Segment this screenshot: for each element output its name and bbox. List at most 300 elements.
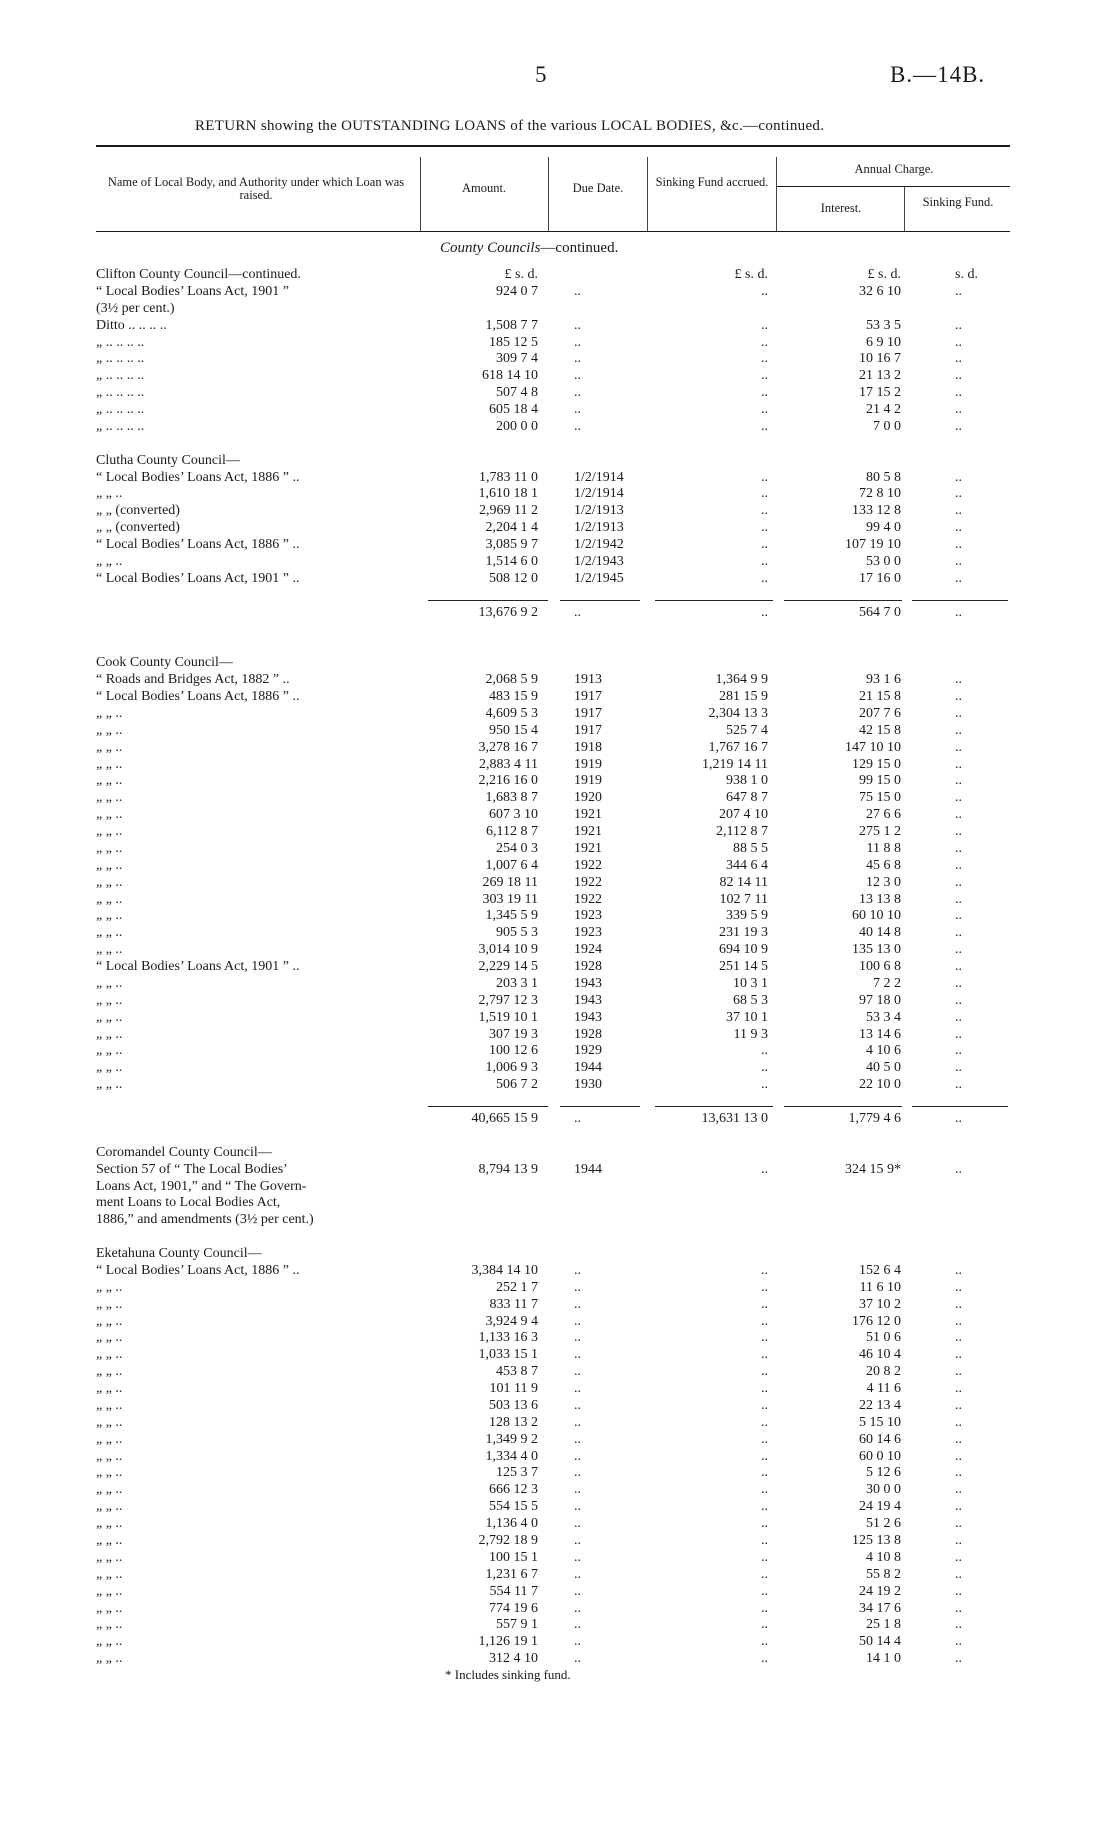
row-interest: 5 12 6 <box>866 1465 901 1481</box>
row-interest: 14 1 0 <box>866 1651 901 1667</box>
row-amount: 950 15 4 <box>489 722 538 738</box>
row-amount: 1,519 10 1 <box>478 1009 538 1025</box>
row-interest: 21 13 2 <box>859 368 901 384</box>
column-divider <box>776 157 777 231</box>
row-amount: 2,216 16 0 <box>478 773 538 789</box>
table-row <box>0 654 1114 671</box>
table-row <box>0 317 1114 334</box>
row-sinking-fund: .. <box>955 672 962 688</box>
row-due-date: .. <box>574 1397 581 1413</box>
row-amount: 453 8 7 <box>496 1364 538 1380</box>
table-row <box>0 1464 1114 1481</box>
row-interest: 324 15 9* <box>845 1161 901 1177</box>
row-due-date: .. <box>574 334 581 350</box>
row-sinking-fund: .. <box>955 351 962 367</box>
row-interest: 24 19 4 <box>859 1499 901 1515</box>
row-interest: 45 6 8 <box>866 857 901 873</box>
row-amount: 3,085 9 7 <box>485 537 538 553</box>
row-interest: 51 0 6 <box>866 1330 901 1346</box>
row-interest: 129 15 0 <box>852 756 901 772</box>
row-interest: 4 10 6 <box>866 1043 901 1059</box>
row-amount: 2,969 11 2 <box>479 503 538 519</box>
table-row <box>0 1498 1114 1515</box>
table-row <box>0 485 1114 502</box>
row-sinking-accrued: .. <box>761 604 768 620</box>
row-sinking-accrued: 938 1 0 <box>726 773 768 789</box>
row-due-date: .. <box>574 1651 581 1667</box>
table-row <box>0 570 1114 587</box>
row-amount: 554 15 5 <box>489 1499 538 1515</box>
row-interest: 40 5 0 <box>866 1060 901 1076</box>
row-sinking-accrued: .. <box>761 1533 768 1548</box>
header-sinking-fund-accrued: Sinking Fund accrued. <box>655 175 769 189</box>
row-amount: 185 12 5 <box>489 334 538 350</box>
total-rule <box>560 1106 640 1107</box>
row-sinking-accrued: 1,767 16 7 <box>708 739 768 755</box>
row-name: „ „ .. <box>96 705 123 721</box>
row-amount: 1,345 5 9 <box>485 908 538 924</box>
row-amount: 2,797 12 3 <box>478 992 538 1008</box>
row-sinking-fund: .. <box>955 790 962 806</box>
row-sinking-fund: .. <box>955 705 962 721</box>
table-row <box>0 1414 1114 1431</box>
row-sinking-accrued: .. <box>761 486 768 502</box>
row-name: „ „ .. <box>96 1060 123 1076</box>
table-row <box>0 705 1114 722</box>
header-amount: Amount. <box>461 181 507 195</box>
row-sinking-accrued: 1,364 9 9 <box>715 672 768 688</box>
table-row <box>0 1211 1114 1228</box>
row-interest: 176 12 0 <box>852 1313 901 1329</box>
row-due-date: 1943 <box>574 1009 602 1025</box>
row-interest: 152 6 4 <box>859 1262 901 1278</box>
row-sinking-fund: .. <box>955 1043 962 1059</box>
row-amount: 4,609 5 3 <box>485 705 538 721</box>
table-row <box>0 620 1114 637</box>
row-interest: 1,779 4 6 <box>848 1111 901 1126</box>
table-row <box>0 435 1114 452</box>
row-name: „ „ .. <box>96 975 123 991</box>
table-row <box>0 553 1114 570</box>
row-due-date: .. <box>574 1448 581 1464</box>
row-sinking-accrued: .. <box>761 1431 768 1447</box>
table-row <box>0 1161 1114 1178</box>
row-sinking-accrued: .. <box>761 1381 768 1397</box>
row-name: “ Local Bodies’ Loans Act, 1901 ” .. <box>96 959 300 975</box>
row-sinking-fund: .. <box>955 1414 962 1430</box>
row-sinking-accrued: .. <box>761 520 768 536</box>
row-interest: 80 5 8 <box>866 469 901 485</box>
row-name: „ „ .. <box>96 942 123 958</box>
row-sinking-fund: .. <box>955 1161 962 1177</box>
table-row <box>0 1009 1114 1026</box>
row-sinking-fund: .. <box>955 1262 962 1278</box>
column-divider <box>647 157 648 231</box>
table-row <box>0 384 1114 401</box>
row-interest: 207 7 6 <box>859 705 901 721</box>
row-sinking-fund: .. <box>955 925 962 941</box>
row-sinking-accrued: 339 5 9 <box>726 908 768 924</box>
total-rule <box>428 1106 548 1107</box>
row-interest: 46 10 4 <box>859 1347 901 1363</box>
row-interest: 37 10 2 <box>859 1296 901 1312</box>
row-name: “ Roads and Bridges Act, 1882 ” .. <box>96 672 290 688</box>
row-sinking-accrued: .. <box>761 1043 768 1059</box>
row-name: „ .. .. .. .. <box>96 418 145 434</box>
row-amount: 666 12 3 <box>489 1482 538 1498</box>
row-sinking-accrued: .. <box>761 1279 768 1295</box>
row-name: „ „ .. <box>96 1026 123 1042</box>
row-sinking-accrued: .. <box>761 1566 768 1582</box>
row-sinking-fund: .. <box>955 1364 962 1380</box>
row-sinking-accrued: .. <box>761 351 768 367</box>
row-sinking-accrued: 207 4 10 <box>719 807 768 823</box>
row-amount: 100 12 6 <box>489 1043 538 1059</box>
row-name: „ „ .. <box>96 824 123 840</box>
table-row <box>0 1549 1114 1566</box>
row-due-date: 1928 <box>574 959 602 975</box>
table-row <box>0 739 1114 756</box>
table-row <box>0 367 1114 384</box>
row-interest: 51 2 6 <box>866 1516 901 1532</box>
row-due-date: 1922 <box>574 891 602 907</box>
row-due-date: .. <box>574 1431 581 1447</box>
row-interest: 133 12 8 <box>852 503 901 519</box>
table-row <box>0 975 1114 992</box>
table-row <box>0 1076 1114 1093</box>
row-amount: 905 5 3 <box>496 925 538 941</box>
table-row <box>0 789 1114 806</box>
table-row <box>0 1329 1114 1346</box>
row-sinking-fund: .. <box>955 1533 962 1548</box>
row-due-date: .. <box>574 1364 581 1380</box>
row-due-date: .. <box>574 385 581 401</box>
table-row <box>0 1093 1114 1110</box>
row-due-date: .. <box>574 1516 581 1532</box>
row-due-date: 1913 <box>574 672 602 688</box>
row-due-date: .. <box>574 1617 581 1633</box>
row-interest: 12 3 0 <box>866 874 901 890</box>
row-name: „ .. .. .. .. <box>96 351 145 367</box>
row-interest: 53 3 4 <box>866 1009 901 1025</box>
table-row <box>0 1178 1114 1195</box>
row-name: Cook County Council— <box>96 655 233 671</box>
row-sinking-accrued: .. <box>761 503 768 519</box>
row-due-date: 1921 <box>574 807 602 823</box>
row-name: „ „ .. <box>96 1279 123 1295</box>
row-amount: 508 12 0 <box>489 570 538 586</box>
row-interest: 147 10 10 <box>845 739 901 755</box>
row-interest: 22 13 4 <box>859 1397 901 1413</box>
row-amount: 8,794 13 9 <box>478 1161 538 1177</box>
row-sinking-fund: .. <box>955 1381 962 1397</box>
page-number: 5 <box>535 62 547 87</box>
row-sinking-accrued: .. <box>761 283 768 299</box>
row-name: 1886,” and amendments (3½ per cent.) <box>96 1212 314 1228</box>
row-sinking-accrued: 251 14 5 <box>719 959 768 975</box>
row-sinking-fund: .. <box>955 418 962 434</box>
table-row <box>0 469 1114 486</box>
row-interest: 53 3 5 <box>866 317 901 333</box>
row-due-date: 1943 <box>574 975 602 991</box>
row-amount: 1,610 18 1 <box>478 486 538 502</box>
row-sinking-fund: .. <box>955 689 962 704</box>
row-amount: 2,883 4 11 <box>479 756 538 772</box>
row-interest: 107 19 10 <box>845 537 901 553</box>
row-amount: 2,792 18 9 <box>478 1533 538 1548</box>
row-amount: 1,136 4 0 <box>485 1516 538 1532</box>
row-sinking-fund: .. <box>955 739 962 755</box>
table-row <box>0 1431 1114 1448</box>
table-row <box>0 688 1114 705</box>
row-name: ment Loans to Local Bodies Act, <box>96 1195 281 1211</box>
row-interest: 20 8 2 <box>866 1364 901 1380</box>
row-name: „ .. .. .. .. <box>96 368 145 384</box>
column-divider <box>548 157 549 231</box>
row-name: „ „ .. <box>96 1533 123 1548</box>
row-interest: 32 6 10 <box>859 283 901 299</box>
table-row <box>0 924 1114 941</box>
row-amount: 607 3 10 <box>489 807 538 823</box>
row-name: „ „ .. <box>96 1397 123 1413</box>
row-name: „ „ .. <box>96 1617 123 1633</box>
row-amount: 557 9 1 <box>496 1617 538 1633</box>
header-bottom-rule <box>96 231 1010 232</box>
row-due-date: .. <box>574 402 581 418</box>
row-due-date: .. <box>574 1566 581 1582</box>
table-row <box>0 1313 1114 1330</box>
row-sinking-fund: .. <box>955 1600 962 1616</box>
column-divider <box>904 187 905 231</box>
table-row <box>0 1245 1114 1262</box>
row-name: „ „ .. <box>96 1566 123 1582</box>
row-amount: 483 15 9 <box>489 689 538 704</box>
row-interest: 55 8 2 <box>866 1566 901 1582</box>
row-due-date: .. <box>574 283 581 299</box>
row-sinking-fund: .. <box>955 368 962 384</box>
row-interest: 275 1 2 <box>859 824 901 840</box>
row-name: „ „ .. <box>96 1600 123 1616</box>
annual-charge-rule <box>776 186 1010 187</box>
row-due-date: 1921 <box>574 840 602 856</box>
row-interest: 97 18 0 <box>859 992 901 1008</box>
table-row <box>0 401 1114 418</box>
row-due-date: .. <box>574 1634 581 1650</box>
row-amount: 1,783 11 0 <box>479 469 538 485</box>
row-sinking-fund: .. <box>955 1482 962 1498</box>
table-row <box>0 1026 1114 1043</box>
row-sinking-accrued: 37 10 1 <box>726 1009 768 1025</box>
row-due-date: 1/2/1945 <box>574 570 624 586</box>
row-interest: 13 14 6 <box>859 1026 901 1042</box>
row-sinking-accrued: .. <box>761 469 768 485</box>
row-sinking-fund: .. <box>955 570 962 586</box>
row-due-date: 1944 <box>574 1060 602 1076</box>
table-row <box>0 823 1114 840</box>
row-amount: 1,334 4 0 <box>485 1448 538 1464</box>
row-due-date: .. <box>574 418 581 434</box>
row-name: Coromandel County Council— <box>96 1144 272 1160</box>
table-row <box>0 1042 1114 1059</box>
table-row <box>0 266 1114 283</box>
table-row <box>0 1397 1114 1414</box>
row-name: „ „ .. <box>96 1482 123 1498</box>
row-sinking-accrued: 281 15 9 <box>719 689 768 704</box>
header-top-rule <box>96 145 1010 147</box>
row-interest: 93 1 6 <box>866 672 901 688</box>
table-row <box>0 452 1114 469</box>
row-sinking-accrued: 525 7 4 <box>726 722 768 738</box>
table-row <box>0 502 1114 519</box>
row-due-date: 1922 <box>574 874 602 890</box>
row-due-date: .. <box>574 368 581 384</box>
row-due-date: 1/2/1913 <box>574 520 624 536</box>
row-amount: 1,349 9 2 <box>485 1431 538 1447</box>
row-interest: 4 10 8 <box>866 1549 901 1565</box>
row-due-date: .. <box>574 1600 581 1616</box>
row-amount: 309 7 4 <box>496 351 538 367</box>
table-row <box>0 1448 1114 1465</box>
row-due-date: .. <box>574 1111 581 1126</box>
row-amount: 252 1 7 <box>496 1279 538 1295</box>
table-row <box>0 1110 1114 1127</box>
row-sinking-fund: .. <box>955 537 962 553</box>
row-amount: 3,924 9 4 <box>485 1313 538 1329</box>
table-row <box>0 350 1114 367</box>
table-row <box>0 806 1114 823</box>
row-due-date: 1/2/1943 <box>574 553 624 569</box>
row-name: „ „ .. <box>96 1381 123 1397</box>
row-due-date: .. <box>574 1279 581 1295</box>
row-amount: 125 3 7 <box>496 1465 538 1481</box>
row-sinking-fund: .. <box>955 1465 962 1481</box>
page-title: RETURN showing the OUTSTANDING LOANS of the various LOCAL BODIES, &c.—continued. <box>195 118 825 134</box>
row-sinking-accrued: 102 7 11 <box>719 891 768 907</box>
row-due-date: 1917 <box>574 722 602 738</box>
row-due-date: .. <box>574 1296 581 1312</box>
row-due-date: .. <box>574 1414 581 1430</box>
row-interest: 25 1 8 <box>866 1617 901 1633</box>
row-due-date: 1923 <box>574 925 602 941</box>
row-sinking-accrued: 694 10 9 <box>719 942 768 958</box>
row-amount: 1,683 8 7 <box>485 790 538 806</box>
row-sinking-accrued: .. <box>761 1482 768 1498</box>
row-sinking-fund: .. <box>955 334 962 350</box>
table-row <box>0 1616 1114 1633</box>
row-name: Clutha County Council— <box>96 452 240 468</box>
table-row <box>0 671 1114 688</box>
row-amount: 1,126 19 1 <box>478 1634 538 1650</box>
row-amount: 101 11 9 <box>489 1381 538 1397</box>
row-sinking-fund: .. <box>955 1296 962 1312</box>
row-sinking-fund: .. <box>955 1347 962 1363</box>
row-sinking-fund: .. <box>955 1313 962 1329</box>
row-sinking-accrued: .. <box>761 537 768 553</box>
row-interest: 99 4 0 <box>866 520 901 536</box>
row-name: „ „ .. <box>96 756 123 772</box>
table-row <box>0 874 1114 891</box>
row-amount: 503 13 6 <box>489 1397 538 1413</box>
row-sinking-fund: .. <box>955 975 962 991</box>
row-due-date: .. <box>574 1583 581 1599</box>
row-sinking-accrued: 2,304 13 3 <box>708 705 768 721</box>
row-sinking-accrued: .. <box>761 1651 768 1667</box>
total-rule <box>784 1106 902 1107</box>
row-sinking-fund: .. <box>955 402 962 418</box>
total-rule <box>655 600 773 601</box>
table-row <box>0 1059 1114 1076</box>
row-sinking-accrued: 11 9 3 <box>733 1026 768 1042</box>
row-interest: 30 0 0 <box>866 1482 901 1498</box>
row-interest: 11 6 10 <box>859 1279 901 1295</box>
table-row <box>0 1481 1114 1498</box>
row-sinking-fund: .. <box>955 874 962 890</box>
row-sinking-fund: .. <box>955 1111 962 1126</box>
row-due-date: 1922 <box>574 857 602 873</box>
table-row <box>0 1380 1114 1397</box>
document-reference: B.—14B. <box>890 62 986 87</box>
row-sinking-accrued: .. <box>761 368 768 384</box>
header-name: Name of Local Body, and Authority under which Loan was raised. <box>107 175 405 202</box>
row-name: „ „ .. <box>96 1499 123 1515</box>
row-amount: 40,665 15 9 <box>471 1111 538 1126</box>
row-name: „ „ .. <box>96 1347 123 1363</box>
row-sinking-fund: .. <box>955 1516 962 1532</box>
row-amount: 312 4 10 <box>489 1651 538 1667</box>
row-sinking-accrued: .. <box>761 553 768 569</box>
row-interest: 24 19 2 <box>859 1583 901 1599</box>
table-row <box>0 857 1114 874</box>
row-name: „ „ .. <box>96 1313 123 1329</box>
row-sinking-accrued: 344 6 4 <box>726 857 768 873</box>
row-interest: 17 16 0 <box>859 570 901 586</box>
row-name: „ „ .. <box>96 840 123 856</box>
table-row <box>0 756 1114 773</box>
row-sinking-accrued: .. <box>761 418 768 434</box>
row-interest: 40 14 8 <box>859 925 901 941</box>
row-sinking-accrued: 88 5 5 <box>733 840 768 856</box>
row-name: “ Local Bodies’ Loans Act, 1886 ” .. <box>96 689 300 704</box>
row-sinking-accrued: 82 14 11 <box>719 874 768 890</box>
row-sinking-accrued: .. <box>761 317 768 333</box>
row-name: “ Local Bodies’ Loans Act, 1886 ” .. <box>96 1262 300 1278</box>
row-interest: 7 2 2 <box>873 975 901 991</box>
row-sinking-fund: .. <box>955 992 962 1008</box>
row-sinking-accrued: .. <box>761 1296 768 1312</box>
row-sinking-fund: .. <box>955 1397 962 1413</box>
table-row <box>0 1600 1114 1617</box>
row-amount: 1,508 7 7 <box>485 317 538 333</box>
row-due-date: .. <box>574 1499 581 1515</box>
row-amount: 200 0 0 <box>496 418 538 434</box>
table-row <box>0 300 1114 317</box>
row-sinking-fund: .. <box>955 908 962 924</box>
row-due-date: 1930 <box>574 1077 602 1093</box>
row-sinking-fund: .. <box>955 1431 962 1447</box>
table-row <box>0 637 1114 654</box>
row-sinking-accrued: .. <box>761 1600 768 1616</box>
row-sinking-fund: .. <box>955 1026 962 1042</box>
row-amount: 618 14 10 <box>482 368 538 384</box>
row-due-date: .. <box>574 1381 581 1397</box>
table-row <box>0 1296 1114 1313</box>
table-row <box>0 1346 1114 1363</box>
row-name: „ „ .. <box>96 773 123 789</box>
row-sinking-fund: .. <box>955 1617 962 1633</box>
table-row <box>0 958 1114 975</box>
row-interest: 34 17 6 <box>859 1600 901 1616</box>
row-sinking-accrued: £ s. d. <box>734 267 768 282</box>
